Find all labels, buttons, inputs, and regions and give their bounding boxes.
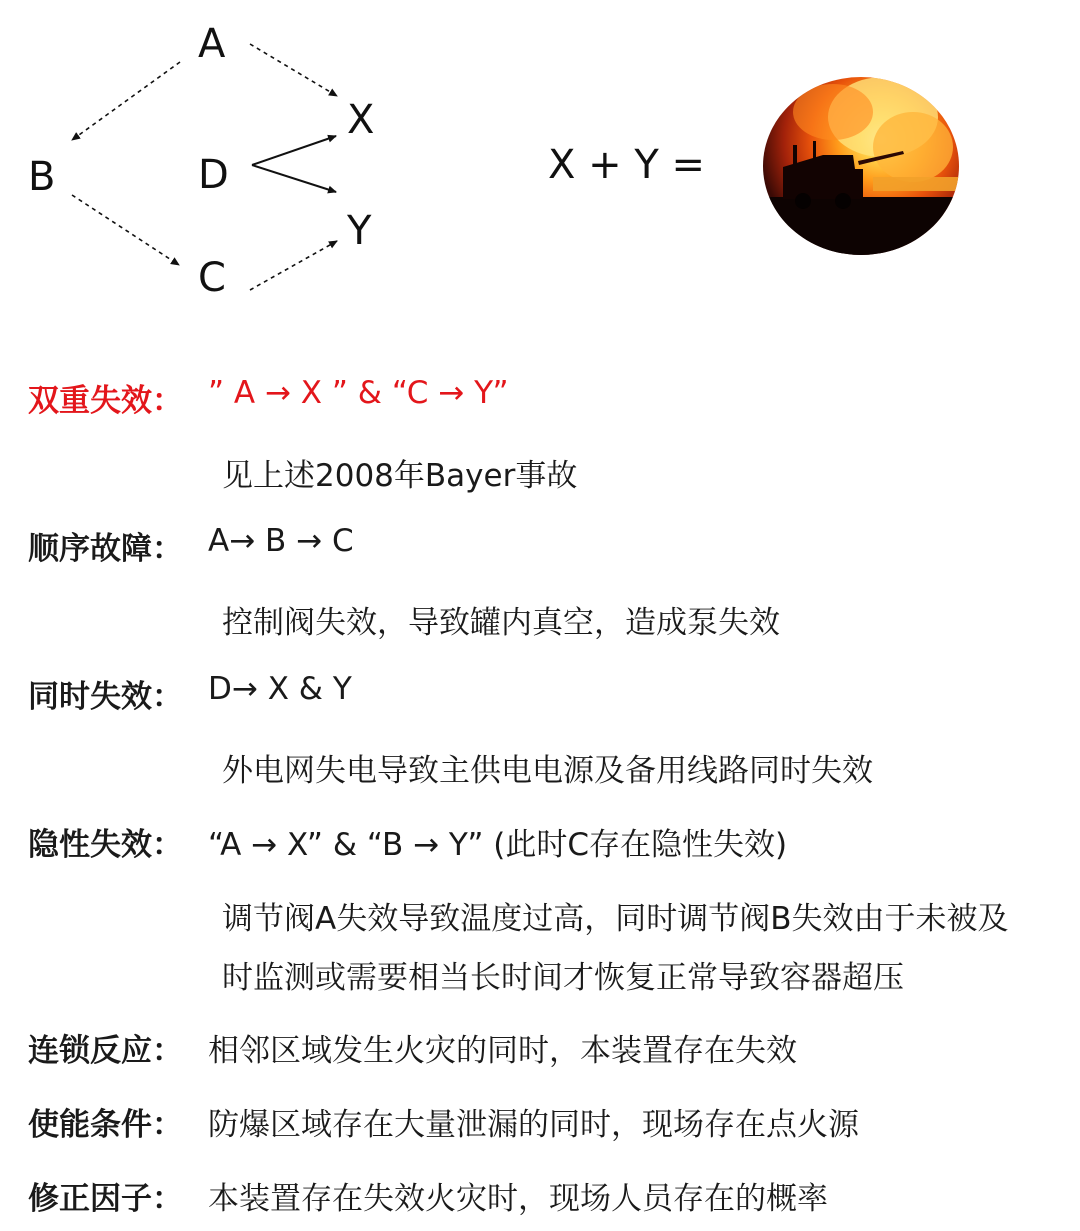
label-enabling-condition: 使能条件： [28,1107,183,1143]
label-correction-factor: 修正因子： [28,1181,183,1217]
arrow-c-to-y [250,241,337,290]
arrow-a-to-b [72,62,180,140]
double-failure-desc: 见上述2008年Bayer事故 [222,458,578,494]
latent-failure-desc-line1: 调节阀A失效导致温度过高，同时调节阀B失效由于未被及 [222,901,1009,937]
node-a: A [198,21,226,67]
label-double-failure: 双重失效： [28,383,183,419]
sequential-failure-formula: A→ B → C [208,523,354,559]
node-b: B [28,154,56,200]
fire-image [763,77,959,255]
simultaneous-failure-formula: D→ X & Y [208,671,352,707]
arrow-d-to-y [252,165,336,192]
fire-illustration [763,77,959,255]
sequential-failure-desc: 控制阀失效，导致罐内真空，造成泵失效 [222,605,780,641]
label-simultaneous-failure: 同时失效： [28,679,183,715]
equation-label: X + Y = [548,142,706,188]
node-x: X [347,97,375,143]
label-latent-failure: 隐性失效： [28,827,183,863]
latent-failure-desc-line2: 时监测或需要相当长时间才恢复正常导致容器超压 [222,960,904,996]
node-d: D [198,152,229,198]
correction-factor-desc: 本装置存在失效火灾时，现场人员存在的概率 [208,1181,828,1217]
failure-diagram [0,0,1080,320]
node-y: Y [347,208,372,254]
chain-reaction-desc: 相邻区域发生火灾的同时，本装置存在失效 [208,1033,797,1069]
label-chain-reaction: 连锁反应： [28,1033,183,1069]
arrow-b-to-c [72,195,179,265]
double-failure-formula: ” A → X ” & “C → Y” [208,375,509,411]
arrow-d-to-x [252,136,336,165]
simultaneous-failure-desc: 外电网失电导致主供电电源及备用线路同时失效 [222,753,873,789]
node-c: C [198,255,226,301]
latent-failure-formula: “A → X” & “B → Y” (此时C存在隐性失效) [208,827,788,863]
enabling-condition-desc: 防爆区域存在大量泄漏的同时，现场存在点火源 [208,1107,859,1143]
label-sequential-failure: 顺序故障： [28,531,183,567]
arrow-a-to-x [250,44,337,96]
